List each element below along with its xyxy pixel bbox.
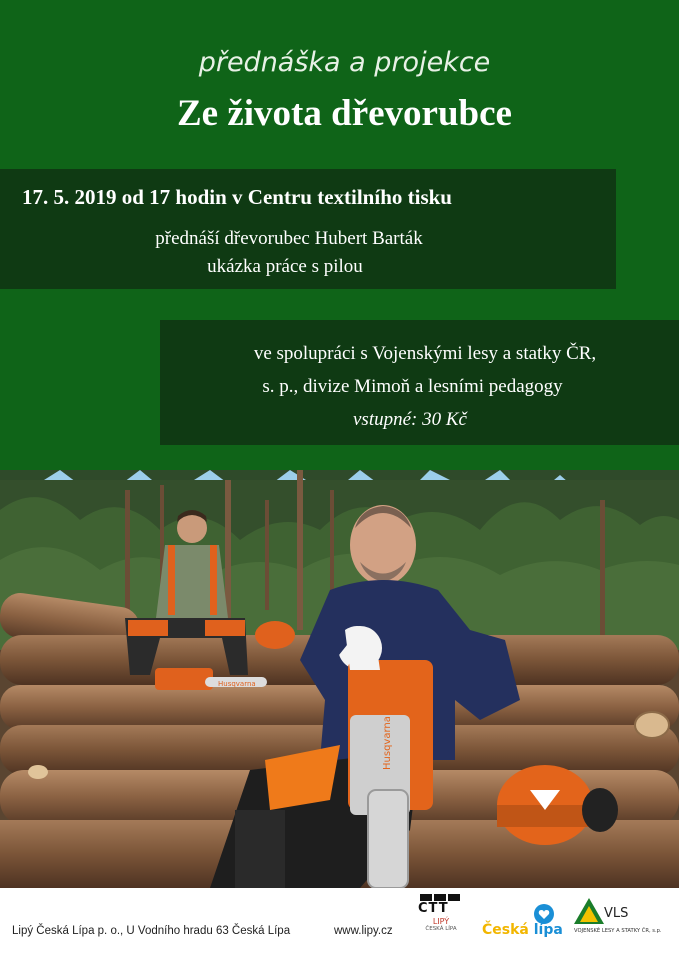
event-title: Ze života dřevorubce bbox=[177, 93, 512, 134]
ctt-logo bbox=[418, 894, 464, 956]
organizer-address: Lipý Česká Lípa p. o., U Vodního hradu 63 Česká Lípa bbox=[12, 925, 291, 937]
collaboration-line-1: ve spolupráci s Vojenskými lesy a statky ČR, bbox=[253, 343, 597, 364]
collaboration-line-2: s. p., divize Mimoň a lesními pedagogy bbox=[262, 376, 563, 397]
vls-tree-icon bbox=[574, 898, 604, 924]
entry-fee: vstupné: 30 Kč bbox=[353, 409, 467, 430]
heart-icon bbox=[533, 904, 555, 924]
ceska-lipa-word-2: lípa bbox=[533, 922, 563, 938]
event-subtitle: přednáška a projekce bbox=[198, 47, 491, 78]
footer bbox=[0, 888, 679, 960]
speaker-line: přednáší dřevorubec Hubert Barták bbox=[155, 228, 423, 249]
website-link[interactable]: www.lipy.cz bbox=[334, 925, 393, 937]
chainsaw-brand-label: Husqvarna bbox=[382, 716, 393, 770]
ctt-place: ČESKÁ LÍPA bbox=[425, 926, 457, 932]
vls-abbr: VLS bbox=[604, 906, 629, 921]
ctt-name: LIPÝ bbox=[432, 917, 450, 926]
small-chainsaw-brand: Husqvarna bbox=[218, 680, 256, 688]
ceska-lipa-word-1: Česká bbox=[482, 922, 529, 938]
ceska-lipa-logo bbox=[482, 904, 562, 944]
ctt-mark-text: CTT bbox=[418, 901, 449, 916]
demo-line: ukázka práce s pilou bbox=[207, 256, 363, 277]
event-date-line: 17. 5. 2019 od 17 hodin v Centru textilního tisku bbox=[22, 185, 452, 209]
vls-logo bbox=[574, 898, 679, 948]
vls-full-name: VOJENSKÉ LESY A STATKY ČR, s.p. bbox=[574, 928, 662, 934]
header-panel bbox=[0, 0, 679, 470]
lumberjack-photo bbox=[0, 470, 679, 888]
